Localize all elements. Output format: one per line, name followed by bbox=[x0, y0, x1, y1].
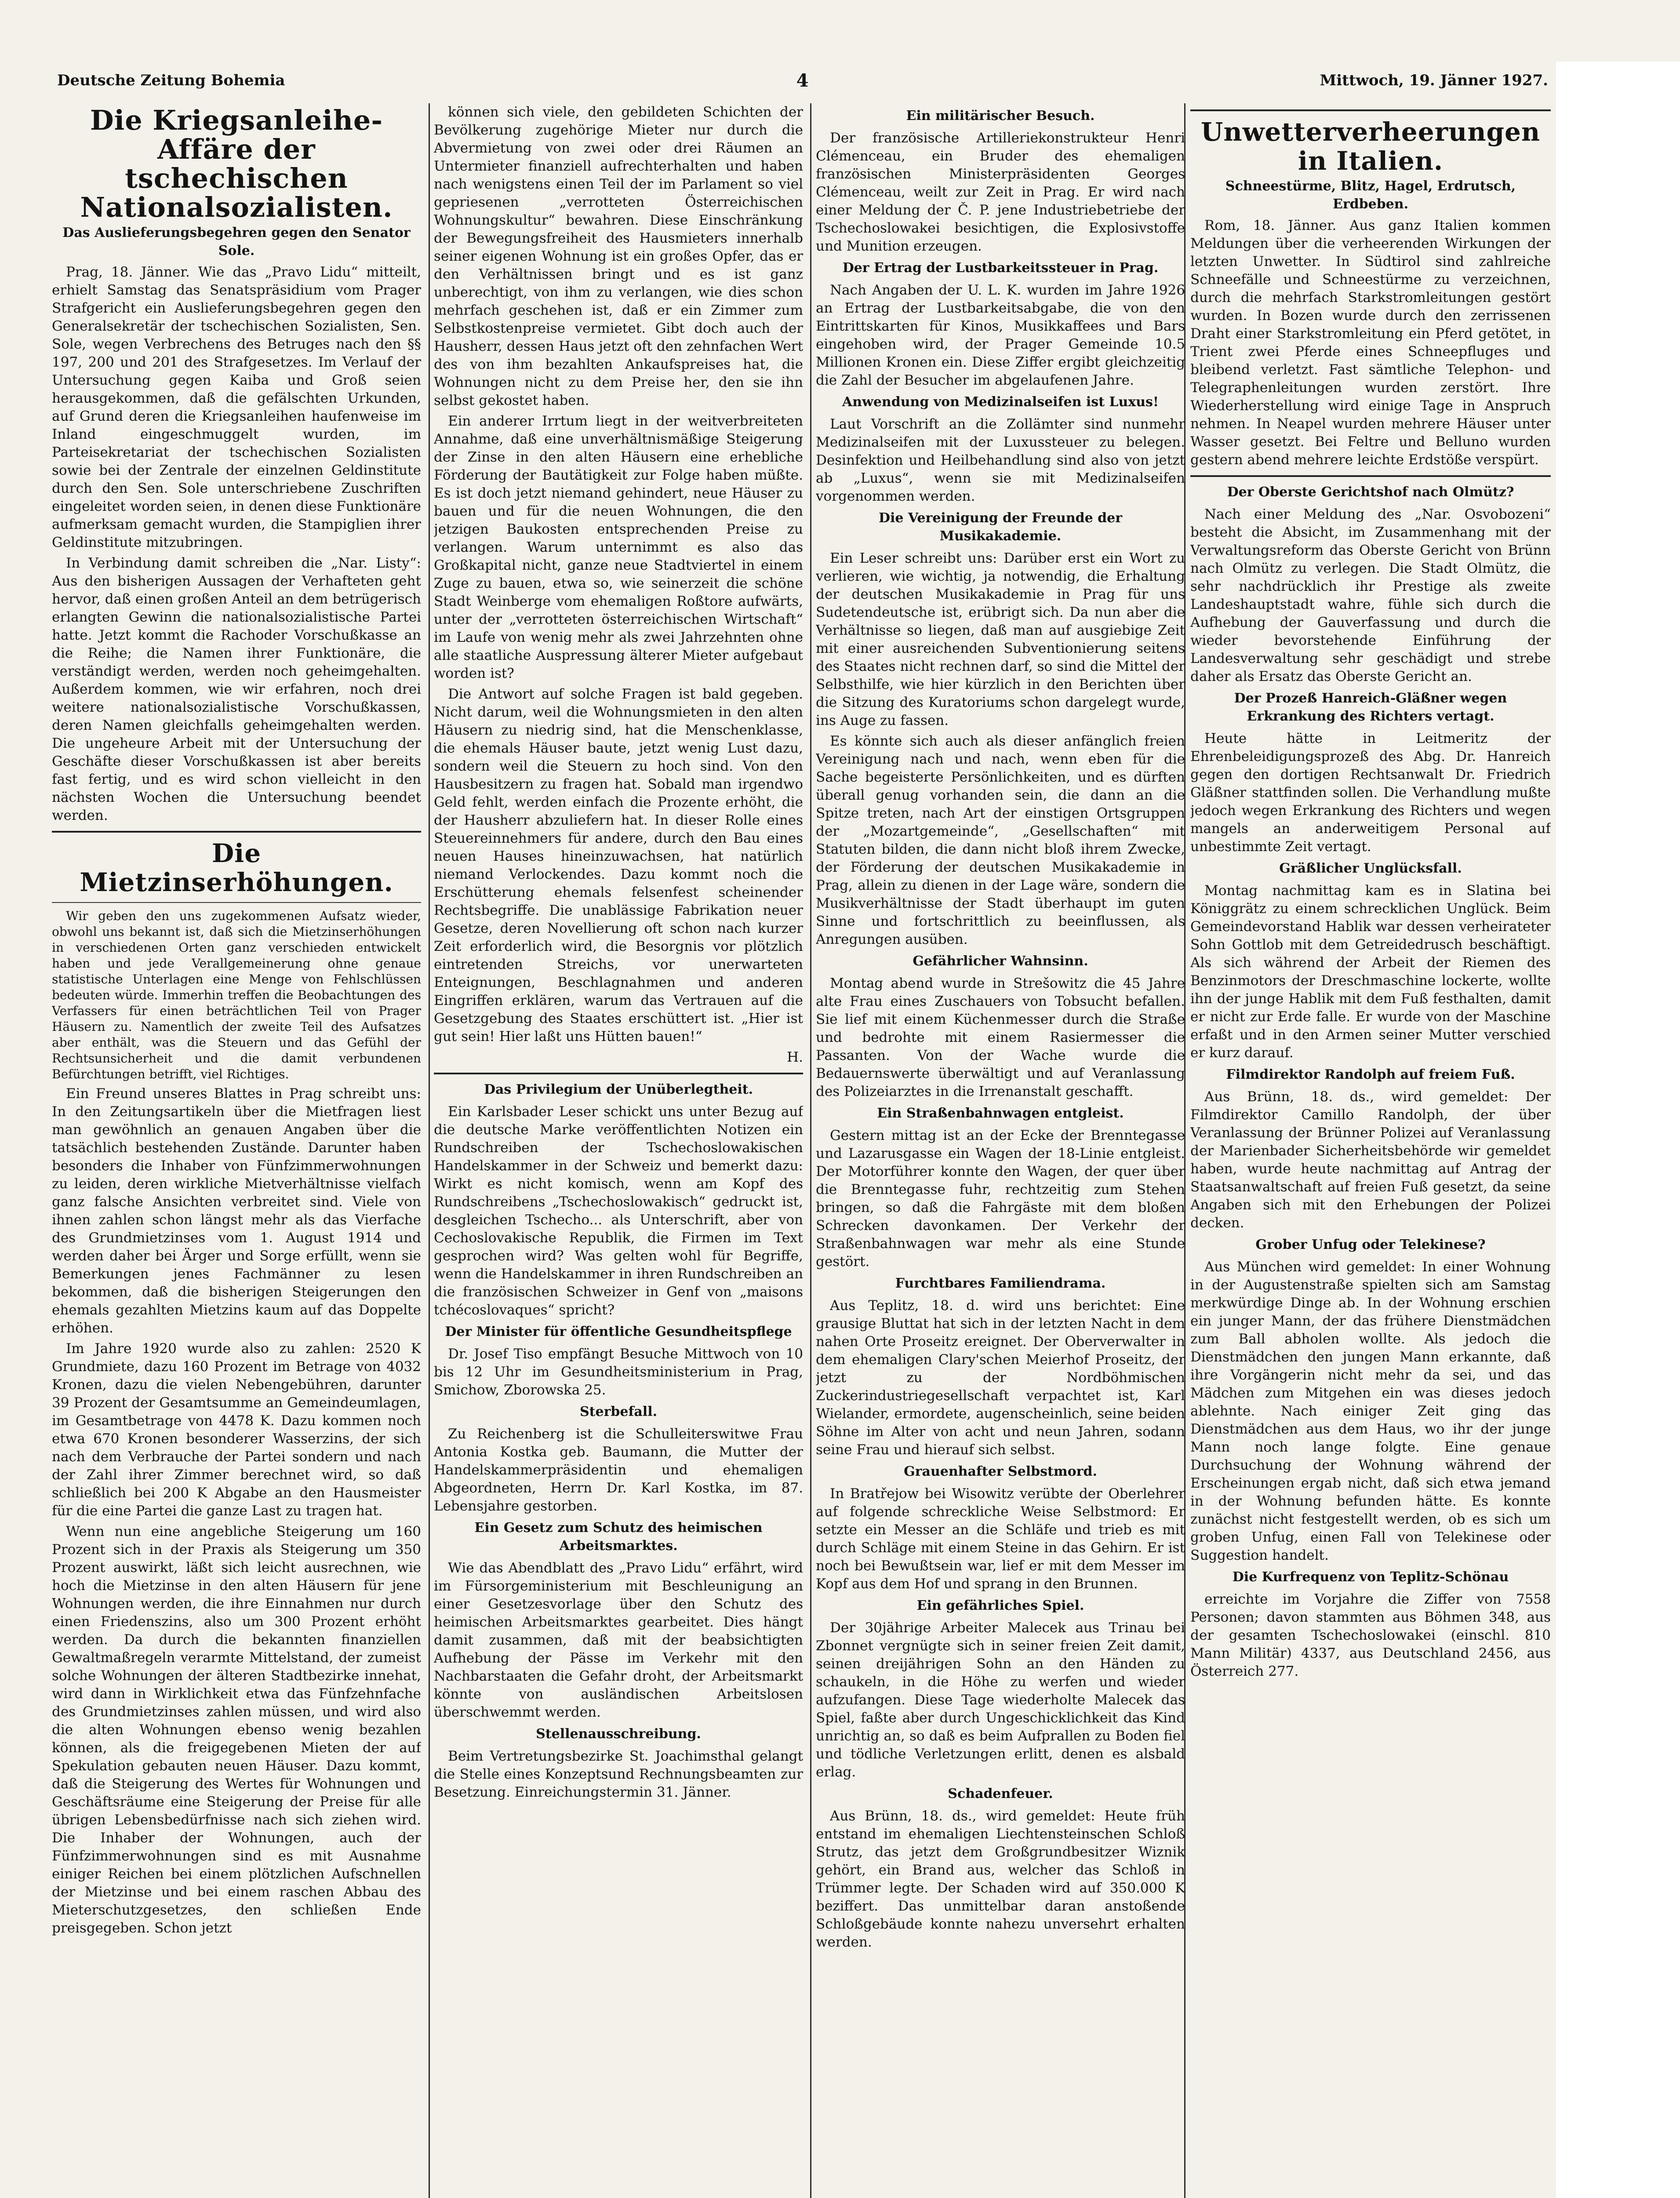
issue-date: Mittwoch, 19. Jänner 1927. bbox=[1320, 72, 1548, 89]
article-paragraph: Nach einer Meldung des „Nar. Osvobozeni“ besteht die Absicht, im Zusammenhang mit der Verwaltungsreform das Oberste Gericht von Brünn nach Olmütz zu verlegen. Die Stadt Olmütz, die sehr nachdrücklich ihr Prestige als zweite Landeshauptstadt wahre, fühle sich durch die Aufhebung der Gauverfassung und durch die wieder bevorstehende Einführung der Landesverwaltung sehr geschädigt und strebe daher als Ersatz das Oberste Gericht an. bbox=[1190, 506, 1551, 684]
article-headline: Die Vereinigung der Freunde der Musikakademie. bbox=[878, 510, 1123, 544]
column-3 bbox=[816, 103, 1185, 2198]
running-head bbox=[57, 65, 1548, 96]
article-paragraph: Dr. Josef Tiso empfängt Besuche Mittwoch von 10 bis 12 Uhr im Gesundheitsministerium in Prag, Smichow, Zborowska 25. bbox=[434, 1346, 803, 1398]
article-paragraph: Ein Freund unseres Blattes in Prag schreibt uns: In den Zeitungsartikeln über die Mietfragen liest man gewöhnlich an genauen Angaben über die tatsächlich bestehenden Zustände. Darunter haben besonders die Inhaber von Fünfzimmerwohnungen zu leiden, deren wirkliche Mietverhältnisse vielfach ganz falsche Ansichten verbreitet sind. Viele von ihnen zahlen schon längst mehr als das Vierfache des Grundmietzinses vom 1. August 1914 und werden daher bei Ärger und Sorge erfüllt, wenn sie Bemerkungen jenes Fachmänner zu lesen bekommen, daß die bisherigen Steigerungen den ehemals gezahlten Mietzins kaum auf das Doppelte erhöhen. bbox=[52, 1086, 421, 1336]
article-headline: Sterbefall. bbox=[579, 1404, 658, 1419]
column-1 bbox=[52, 103, 421, 2198]
article-paragraph: Aus Brünn, 18. ds., wird gemeldet: Der Filmdirektor Camillo Randolph, der über Veranlassung der Brünner Polizei auf Veranlassung der Marienbader Sicherheitsbehörde wir gemeldet haben, wurde heute nachmittag auf Antrag der Staatsanwaltschaft auf freien Fuß gesetzt, da seine Angaben sich mit den Erhebungen der Polizei decken. bbox=[1190, 1089, 1551, 1231]
article-paragraph: Wenn nun eine angebliche Steigerung um 160 Prozent sich in der Praxis als Steigerung um 350 Prozent auswirkt, läßt sich leicht ausrechnen, wie hoch die Mietzinse in den alten Häusern für jene Wohnungen werden, die ihre Einnahmen nur durch einen Friedenszins, also um 300 Prozent erhöht werden. Da durch die bekannten finanziellen Gewaltmaßregeln verarmte Mittelstand, der zumeist solche Wohnungen der älteren Stadtbezirke innehat, wird dann in Wirklichkeit etwa das Fünfzehnfache des Grundmietzinses zahlen müssen, und wird also die alten Wohnungen ebenso wenig bezahlen können, als die freigegebenen Mieten der auf Spekulation gebauten neuen Häuser. Dazu kommt, daß die Steigerung des Wertes für Wohnungen und Geschäftsräume eine Steigerung der Preise für alle übrigen Lebensbedürfnisse nach sich ziehen wird. Die Inhaber der Wohnungen, auch der Fünfzimmerwohnungen sind es mit Ausnahme einiger Reichen bei einem plötzlichen Aufschnellen der Mietzinse und bei einem raschen Abbau des Mieterschutzgesetzes, den schließen Ende preisgegeben. Schon jetzt bbox=[52, 1524, 421, 1936]
article-paragraph: Beim Vertretungsbezirke St. Joachimsthal gelangt die Stelle eines Konzeptsund Rechnungsbeamten zur Besetzung. Einreichungstermin 31. Jänner. bbox=[434, 1748, 803, 1800]
article-paragraph: Ein Leser schreibt uns: Darüber erst ein Wort zu verlieren, wie wichtig, ja notwendig, die Erhaltung der deutschen Musikakademie in Prag für uns Sudetendeutsche ist, erübrigt sich. Da nun aber die Verhältnisse so liegen, daß man auf ausgiebige Zeit mit einer ausreichenden Subventionierung seitens des Staates nicht rechnen darf, so sind die Mittel der Selbsthilfe, wie hier kürzlich in den Berichten über die Sitzung des Kuratoriums schon dargelegt wurde, ins Auge zu fassen. bbox=[816, 550, 1185, 728]
article-paragraph: Rom, 18. Jänner. Aus ganz Italien kommen Meldungen über die verheerenden Wirkungen der letzten Unwetter. In Südtirol sind zahlreiche Schneefälle und Schneestürme zu verzeichnen, durch die mehrfach Starkstromleitungen gestört wurden. In Bozen wurde durch den zerrissenen Draht einer Starkstromleitung ein Pferd getötet, in Trient zwei Pferde eines Schneepfluges und bleibend verletzt. Fast sämtliche Telephon- und Telegraphenleitungen wurden zerstört. Ihre Wiederherstellung wird einige Tage in Anspruch nehmen. In Neapel wurden mehrere Häuser unter Wasser gesetzt. Bei Feltre und Belluno wurden gestern abend mehrere leichte Erdstöße verspürt. bbox=[1190, 218, 1551, 468]
article-paragraph: Die Antwort auf solche Fragen ist bald gegeben. Nicht darum, weil die Wohnungsmieten in den alten Häusern zu niedrig sind, hat die Menschenklasse, die ehemals Häuser baute, jetzt wenig Lust dazu, sondern weil die Steuern zu hoch sind. Von den Hausbesitzern zu fragen hat. Sobald man irgendwo Geld fehlt, werden einfach die Prozente erhöht, die der Hausherr abzuliefern hat. In dieser Rolle eines Steuereinnehmers für andere, durch den Bau eines neuen Hauses hineinzuwachsen, hat natürlich niemand Verlockendes. Dazu kommt noch die Erschütterung ehemals felsenfest scheinender Rechtsbegriffe. Die unablässige Fabrikation neuer Gesetze, deren Novellierung oft schon nach kurzer Zeit erforderlich wird, die Besorgnis vor plötzlich eintretenden Streichs, vor unerwarteten Enteignungen, Beschlagnahmen und anderen Eingriffen erklären, warum das Vertrauen auf die Gesetzgebung des Staates erschüttert ist. „Hier ist gut sein! Hier laßt uns Hütten bauen!“ bbox=[434, 686, 803, 1044]
masthead-title: Deutsche Zeitung Bohemia bbox=[57, 72, 285, 89]
article-paragraph: In Verbindung damit schreiben die „Nar. Listy“: Aus den bisherigen Aussagen der Verhafteten geht hervor, daß einen großen Anteil an dem betrügerisch erlangten Gewinn die nationalsozialistische Partei hatte. Jetzt kommt die Rachoder Vorschußkasse an die Reihe; die Namen ihrer Funktionäre, die verständigt werden, werden noch geheimgehalten. Außerdem kommen, wie wir erfahren, noch drei weitere nationalsozialistische Vorschußkassen, deren Namen gleichfalls geheimgehalten werden. Die ungeheure Arbeit mit der Untersuchung der Geschäfte dieser Vorschußkassen ist aber bereits fast fertig, und es wird schon vielleicht in den nächsten Wochen die Untersuchung beendet werden. bbox=[52, 555, 421, 823]
article-paragraph: Prag, 18. Jänner. Wie das „Pravo Lidu“ mitteilt, erhielt Samstag das Senatspräsidium vom Prager Strafgericht ein Auslieferungsbegehren gegen den Generalsekretär der tschechischen Sozialisten, Sen. Sole, wegen Verbrechens des Betruges nach den §§ 197, 200 und 201 des Strafgesetzes. Im Verlauf der Untersuchung gegen Kaiba und Groß seien herausgekommen, daß die gefälschten Urkunden, auf Grund deren die Kriegsanleihen haufenweise im Inland eingeschmuggelt wurden, im Parteisekretariat der tschechischen Sozialisten sowie bei der Zentrale der einzelnen Geldinstitute durch den Sen. Sole unterschriebene Zuschriften eingeleitet worden seien, in denen diese Funktionäre aufmerksam gemacht wurden, die Stampiglien ihrer Geldinstitute mitzubringen. bbox=[52, 264, 421, 550]
article-paragraph: Ein anderer Irrtum liegt in der weitverbreiteten Annahme, daß eine unverhältnismäßige Steigerung der Zinse in den alten Häusern eine erhebliche Förderung der Bautätigkeit zur Folge haben müßte. Es ist doch jetzt niemand gehindert, neue Häuser zu bauen und für die neuen Wohnungen, die den jetzigen Baukosten entsprechenden Preise zu verlangen. Warum unternimmt es also das Großkapital nicht, ganze neue Stadtviertel in einem Zuge zu bauen, etwa so, wie seinerzeit die schöne Stadt Weinberge vom ehemaligen Roßtore aufwärts, unter der „verrotteten österreichischen Wirtschaft“ im Laufe von wenig mehr als zwei Jahrzehnten ohne alle staatliche Auspressung älterer Mieter aufgebaut worden ist? bbox=[434, 413, 803, 681]
article-paragraph: In Bratřejow bei Wisowitz verübte der Oberlehrer auf folgende schreckliche Weise Selbstmord: Er setzte ein Messer an die Schläfe und trieb es mit durch Schläge mit einem Steine in das Gehirn. Er ist noch bei Bewußtsein war, lief er mit dem Messer im Kopf aus dem Hof und sprang in den Brunnen. bbox=[816, 1486, 1185, 1592]
article-headline: Gefährlicher Wahnsinn. bbox=[913, 953, 1088, 969]
article-headline: Filmdirektor Randolph auf freiem Fuß. bbox=[1226, 1067, 1515, 1082]
article-headline: Furchtbares Familiendrama. bbox=[895, 1276, 1106, 1291]
article-headline: Der Ertrag der Lustbarkeitssteuer in Prag. bbox=[842, 260, 1159, 276]
article-paragraph: Aus Teplitz, 18. d. wird uns berichtet: Eine grausige Bluttat hat sich in der letzten Nacht in dem nahen Orte Proseitz ereignet. Der Oberverwalter in dem ehemaligen Clary'schen Meierhof Proseitz, der jetzt zu der Nordböhmischen Zuckerindustriegesellschaft verpachtet ist, Karl Wielander, ermordete, augenscheinlich, seine beiden Söhne im Alter von acht und neun Jahren, sodann seine Frau und hierauf sich selbst. bbox=[816, 1298, 1185, 1458]
article-paragraph: Im Jahre 1920 wurde also zu zahlen: 2520 K Grundmiete, dazu 160 Prozent im Betrage von 4032 Kronen, dazu die vielen Nebengebühren, darunter 39 Prozent der Gesamtsumme an Gemeindeumlagen, im Gesamtbetrage von 4478 K. Dazu kommen noch etwa 670 Kronen besonderer Wasserzins, der sich nach dem Verbrauche der Partei sondern und nach der Zahl ihrer Zimmer berechnet wird, so daß schließlich bei 200 K Abgabe an den Hausmeister für die eine Partei die ganze Last zu tragen hat. bbox=[52, 1341, 421, 1519]
article-headline: Anwendung von Medizinalseifen ist Luxus! bbox=[842, 394, 1159, 410]
article-headline: Ein Straßenbahnwagen entgleist. bbox=[877, 1106, 1124, 1121]
article-paragraph: Der 30jährige Arbeiter Malecek aus Trinau bei Zbonnet vergnügte sich in seiner freien Zeit damit, seinen dreijährigen Sohn an den Händen zu schaukeln, in die Höhe zu werfen und wieder aufzufangen. Diese Tage wiederholte Malecek das Spiel, faßte aber durch Ungeschicklichkeit das Kind unrichtig an, so daß es beim Aufprallen zu Boden fiel und tödliche Verletzungen erlitt, denen es alsbald erlag. bbox=[816, 1620, 1185, 1780]
column-2 bbox=[434, 103, 803, 2198]
article-headline: Stellenausschreibung. bbox=[536, 1726, 701, 1742]
article-paragraph: Aus München wird gemeldet: In einer Wohnung in der Augustenstraße spielten sich am Samstag merkwürdige Dinge ab. In der Wohnung erschien ein junger Mann, der das frühere Dienstmädchen zum Ball abholen wollte. Als jedoch die Dienstmädchen den jungen Mann erkannte, daß ihre Vorgängerin nicht mehr da sei, und das Mädchen zum Mitgehen ein was dieses jedoch ablehnte. Nach einiger Zeit ging das Dienstmädchen aus dem Haus, wo ihr der junge Mann noch lange folgte. Eine genaue Durchsuchung der Wohnung während der Erscheinungen ergab nicht, daß sich etwa jemand in der Wohnung befunden hätte. Es konnte zunächst nicht festgestellt werden, ob es sich um groben Unfug, einen Fall von Telekinese oder Suggestion handelt. bbox=[1190, 1259, 1551, 1563]
article-paragraph: Der französische Artilleriekonstrukteur Henri Clémenceau, ein Bruder des ehemaligen französischen Ministerpräsidenten Georges Clémenceau, weilt zur Zeit in Prag. Er wird nach einer Meldung der Č. P. jene Industriebetriebe der Tschechoslowakei besichtigen, die Explosivstoffe und Munition erzeugen. bbox=[816, 130, 1185, 254]
section-divider bbox=[1190, 109, 1551, 111]
article-paragraph: Nach Angaben der U. L. K. wurden im Jahre 1926 an Ertrag der Lustbarkeitsabgabe, die von den Eintrittskarten für Kinos, Musikkaffees und Bars eingehoben wird, der Prager Gemeinde 10.5 Millionen Kronen ein. Diese Ziffer ergibt gleichzeitig die Zahl der Besucher im abgelaufenen Jahre. bbox=[816, 282, 1185, 388]
article-headline: Die Mietzinserhöhungen. bbox=[80, 838, 393, 897]
article-headline: Der Oberste Gerichtshof nach Olmütz? bbox=[1227, 484, 1514, 500]
article-subheadline: Schneestürme, Blitz, Hagel, Erdrutsch, Erdbeben. bbox=[1225, 178, 1516, 212]
article-headline: Der Minister für öffentliche Gesundheitspflege bbox=[445, 1324, 792, 1339]
section-divider bbox=[52, 902, 421, 903]
article-paragraph: Zu Reichenberg ist die Schulleiterswitwe Frau Antonia Kostka geb. Baumann, die Mutter der Handelskammerpräsidentin und ehemaligen Abgeordneten, Herrn Dr. Karl Kostka, im 87. Lebensjahre gestorben. bbox=[434, 1426, 803, 1514]
article-headline: Die Kurfrequenz von Teplitz-Schönau bbox=[1232, 1569, 1509, 1585]
section-divider bbox=[52, 831, 421, 833]
article-paragraph: Heute hätte in Leitmeritz der Ehrenbeleidigungsprozeß des Abg. Dr. Hanreich gegen den dortigen Rechtsanwalt Dr. Friedrich Gläßner stattfinden sollen. Die Verhandlung mußte jedoch wegen Erkrankung des Richters und wegen mangels an anderweitigem Personal auf unbestimmte Zeit vertagt. bbox=[1190, 731, 1551, 855]
author-signature: H. bbox=[787, 1049, 803, 1065]
article-headline: Ein Gesetz zum Schutz des heimischen Arbeitsmarktes. bbox=[474, 1520, 763, 1554]
article-headline: Grauenhafter Selbstmord. bbox=[904, 1464, 1097, 1479]
column-rule bbox=[429, 103, 430, 2198]
article-headline: Grober Unfug oder Telekinese? bbox=[1255, 1237, 1486, 1252]
section-divider bbox=[1190, 475, 1551, 477]
article-headline: Ein gefährliches Spiel. bbox=[916, 1598, 1084, 1613]
article-headline: Das Privilegium der Unüberlegtheit. bbox=[484, 1082, 753, 1097]
article-paragraph: Gestern mittag ist an der Ecke der Brenntegasse und Lazarusgasse ein Wagen der 18-Linie entgleist. Der Motorführer konnte den Wagen, der quer über die Brenntegasse fuhr, rechtzeitig zum Stehen bringen, so daß die Fahrgäste mit dem bloßen Schrecken davonkamen. Der Verkehr der Straßenbahnwagen war mehr als eine Stunde gestört. bbox=[816, 1128, 1185, 1270]
editor-note: Wir geben den uns zugekommenen Aufsatz wieder, obwohl uns bekannt ist, daß sich die Mietzinserhöhungen in verschiedenen Orten ganz verschieden entwickelt haben und jede Verallgemeinerung ohne genaue statistische Unterlagen eine Menge von Fehlschlüssen bedeuten würde. Immerhin treffen die Beobachtungen des Verfassers für einen beträchtlichen Teil von Prager Häusern zu. Namentlich der zweite Teil des Aufsatzes aber enthält, was die Steuern und das Gefühl der Rechtsunsicherheit und die damit verbundenen Befürchtungen betrifft, viel Richtiges. bbox=[52, 909, 421, 1081]
section-divider bbox=[434, 1073, 803, 1074]
article-headline: Gräßlicher Unglücksfall. bbox=[1279, 861, 1462, 876]
article-headline: Ein militärischer Besuch. bbox=[906, 108, 1095, 124]
column-rule bbox=[810, 103, 811, 2198]
article-paragraph: Montag nachmittag kam es in Slatina bei Königgrätz zu einem schrecklichen Unglück. Beim Gemeindevorstand Hablik war dessen verheirateter Sohn Gottlob mit dem Getreidedrusch beschäftigt. Als sich während der Arbeit der Riemen des Benzinmotors der Dreschmaschine lockerte, wollte ihn der junge Hablik mit dem Fuß festhalten, damit er nicht zur Erde falle. Er wurde von der Maschine erfaßt und in den Armen seiner Mutter verschied er kurz darauf. bbox=[1190, 883, 1551, 1061]
article-paragraph: Es könnte sich auch als dieser anfänglich freien Vereinigung nach und nach, wenn eben für die Sache begeisterte Persönlichkeiten, und es dürften überall genug vorhanden sein, die dann an die Spitze treten, nach Art der einstigen Ortsgruppen der „Mozartgemeinde“, „Gesellschaften“ mit Statuten bilden, die dann nicht bloß ihrem Zwecke, der Förderung der deutschen Musikakademie in Prag, allein zu dienen in der Lage wäre, sondern die Musikverhältnisse der Stadt überhaupt im guten Sinne und fortschrittlich zu beeinflussen, als Anregungen ausüben. bbox=[816, 733, 1185, 947]
article-paragraph: Montag abend wurde in Strešowitz die 45 Jahre alte Frau eines Zuschauers von Tobsucht befallen. Sie lief mit einem Küchenmesser durch die Straße und bedrohte mit einem Rasiermesser die Passanten. Von der Wache wurde die Bedauernswerte überwältigt und auf Veranlassung des Polizeiarztes in die Irrenanstalt geschafft. bbox=[816, 975, 1185, 1099]
article-subheadline: Das Auslieferungsbegehren gegen den Senator Sole. bbox=[62, 225, 411, 258]
page-number: 4 bbox=[796, 70, 809, 91]
article-paragraph: Ein Karlsbader Leser schickt uns unter Bezug auf die deutsche Marke veröffentlichten Notizen ein Rundschreiben der Tschechoslowakischen Handelskammer in der Schweiz und bemerkt dazu: Wirkt es nicht komisch, wenn am Kopf des Rundschreibens „Tschechoslowakisch“ gedruckt ist, desgleichen Tschecho... als Unterschrift, aber von Cechoslovakische Republik, die Firmen im Text gesprochen wird? Was gelten wohl für Begriffe, wenn die Handelskammer in ihren Rundschreiben an die französischen Schweizer in Genf von „maisons tchécoslovaques“ spricht? bbox=[434, 1104, 803, 1318]
article-headline: Unwetterverheerungen in Italien. bbox=[1200, 117, 1541, 176]
column-4 bbox=[1190, 103, 1551, 2198]
article-paragraph: Wie das Abendblatt des „Pravo Lidu“ erfährt, wird im Fürsorgeministerium mit Beschleunigung an einer Gesetzesvorlage über den Schutz des heimischen Arbeitsmarktes gearbeitet. Dies hängt damit zusammen, daß mit der beabsichtigten Aufhebung der Pässe im Verkehr mit den Nachbarstaaten die Gefahr droht, der Arbeitsmarkt könnte von ausländischen Arbeitslosen überschwemmt werden. bbox=[434, 1560, 803, 1720]
article-paragraph: erreichte im Vorjahre die Ziffer von 7558 Personen; davon stammten aus Böhmen 348, aus der gesamten Tschechoslowakei (einschl. 810 Mann Militär) 4337, aus Deutschland 2456, aus Österreich 277. bbox=[1190, 1591, 1551, 1679]
article-headline: Die Kriegsanleihe-Affäre der tschechischen Nationalsozialisten. bbox=[80, 104, 393, 223]
article-headline: Der Prozeß Hanreich-Gläßner wegen Erkrankung des Richters vertagt. bbox=[1234, 691, 1507, 724]
article-paragraph: können sich viele, den gebildeten Schichten der Bevölkerung zugehörige Mieter nur durch die Abvermietung von zwei oder drei Räumen an Untermieter finanziell aufrechterhalten und haben nach wenigstens einen Teil der im Parlament so viel gepriesenen „verrotteten Österreichischen Wohnungskultur“ bewahren. Diese Einschränkung der Bewegungsfreiheit des Hausmieters innerhalb seiner eigenen Wohnung ist ein großes Opfer, das er den Verhältnissen bringt und es ist ganz unberechtigt, von ihm zu verlangen, wie dies schon mehrfach geschehen ist, daß er ein Zimmer zum Selbstkostenpreise vermietet. Gibt doch auch der Hausherr, dessen Haus jetzt oft den zehnfachen Wert des von ihm bezahlten Ankaufspreises hat, die Wohnungen nicht zu dem Preise her, den sie ihn selbst gekostet haben. bbox=[434, 104, 803, 408]
article-paragraph: Aus Brünn, 18. ds., wird gemeldet: Heute früh entstand im ehemaligen Liechtensteinschen Schloß Strutz, das jetzt dem Großgrundbesitzer Wiznik gehört, ein Brand aus, welcher das Schloß in Trümmer legte. Der Schaden wird auf 350.000 K beziffert. Das unmittelbar daran anstoßende Schloßgebäude konnte nahezu unversehrt erhalten werden. bbox=[816, 1808, 1185, 1950]
article-headline: Schadenfeuer. bbox=[948, 1786, 1053, 1801]
scan-margin bbox=[1556, 62, 1680, 2198]
article-paragraph: Laut Vorschrift an die Zollämter sind nunmehr Medizinalseifen mit der Luxussteuer zu belegen. Desinfektion und Heilbehandlung sind also von jetzt ab „Luxus“, wenn sie mit Medizinalseifen vorgenommen werden. bbox=[816, 416, 1185, 504]
